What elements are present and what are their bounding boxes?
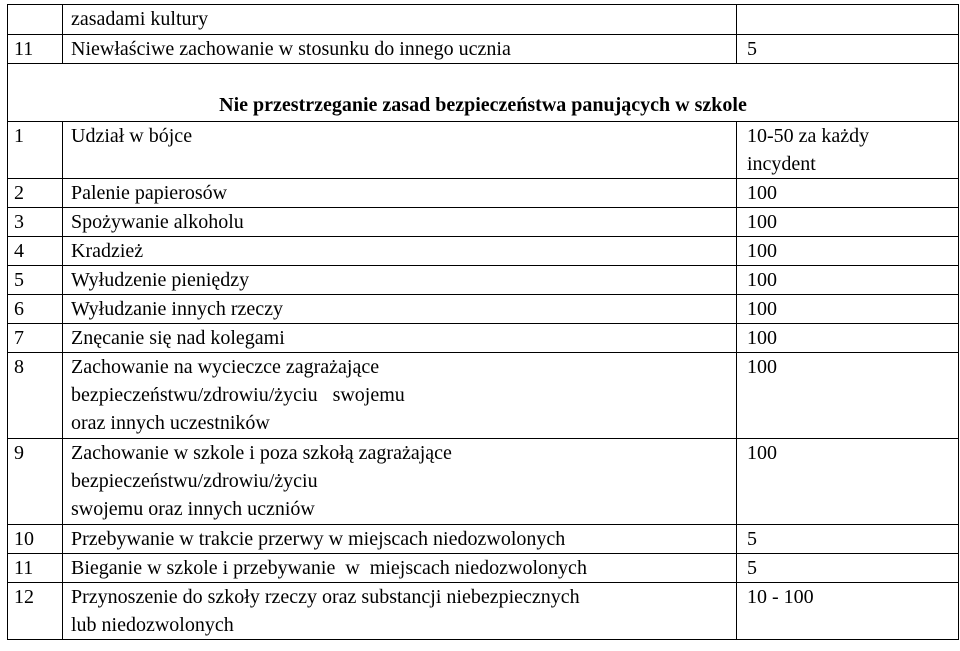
description-line: Przynoszenie do szkoły rzeczy oraz substancji niebezpiecznych: [71, 586, 580, 608]
row-points: 100: [737, 295, 959, 324]
table-row: [8, 353, 959, 439]
description-line: bezpieczeństwu/zdrowiu/życiu: [71, 470, 318, 492]
table-row: [8, 439, 959, 525]
row-points: 10-50 za każdy incydent: [737, 122, 959, 179]
description-line: lub niedozwolonych: [71, 614, 234, 636]
row-points: 10 - 100: [737, 583, 959, 640]
row-number: 6: [8, 295, 63, 324]
row-description: Wyłudzenie pieniędzy: [63, 266, 737, 295]
row-points: 100: [737, 208, 959, 237]
row-description: Udział w bójce: [63, 122, 737, 179]
row-points: 100: [737, 439, 959, 525]
row-description: Palenie papierosów: [63, 179, 737, 208]
table-row: [8, 295, 959, 324]
row-points: [737, 5, 959, 35]
row-number: 11: [8, 554, 63, 583]
row-points: 100: [737, 237, 959, 266]
table-row: [8, 525, 959, 554]
row-points: 5: [737, 525, 959, 554]
table-row: [8, 122, 959, 179]
table-row: [8, 5, 959, 35]
row-points: 100: [737, 353, 959, 439]
section-title: Nie przestrzeganie zasad bezpieczeństwa panujących w szkole: [8, 64, 959, 122]
table-row: [8, 554, 959, 583]
row-description: Bieganie w szkole i przebywanie w miejscach niedozwolonych: [63, 554, 737, 583]
row-description: Znęcanie się nad kolegami: [63, 324, 737, 353]
row-description: [63, 583, 737, 640]
row-number: 9: [8, 439, 63, 525]
description-line: oraz innych uczestników: [71, 412, 270, 434]
row-number: 8: [8, 353, 63, 439]
row-points: 5: [737, 35, 959, 64]
row-number: 7: [8, 324, 63, 353]
penalty-table: [7, 4, 959, 640]
description-line: Zachowanie na wycieczce zagrażające: [71, 356, 380, 378]
row-points: 100: [737, 324, 959, 353]
row-points: 100: [737, 179, 959, 208]
table-row: [8, 35, 959, 64]
table-row: [8, 324, 959, 353]
row-description: zasadami kultury: [63, 5, 737, 35]
row-number: 5: [8, 266, 63, 295]
description-line: Zachowanie w szkole i poza szkołą zagrażające: [71, 442, 452, 464]
row-number: 4: [8, 237, 63, 266]
table-row: [8, 266, 959, 295]
row-number: 1: [8, 122, 63, 179]
row-number: 2: [8, 179, 63, 208]
row-description: Kradzież: [63, 237, 737, 266]
table-row: [8, 237, 959, 266]
section-header-row: [8, 64, 959, 122]
row-description: [63, 353, 737, 439]
table-row: [8, 208, 959, 237]
row-description: Niewłaściwe zachowanie w stosunku do innego ucznia: [63, 35, 737, 64]
row-description: [63, 439, 737, 525]
row-number: 11: [8, 35, 63, 64]
row-description: Przebywanie w trakcie przerwy w miejscach niedozwolonych: [63, 525, 737, 554]
row-number: 10: [8, 525, 63, 554]
table-row: [8, 583, 959, 640]
row-number: 3: [8, 208, 63, 237]
row-number: 12: [8, 583, 63, 640]
row-points: 100: [737, 266, 959, 295]
row-description: Spożywanie alkoholu: [63, 208, 737, 237]
row-number: [8, 5, 63, 35]
row-points: 5: [737, 554, 959, 583]
row-description: Wyłudzanie innych rzeczy: [63, 295, 737, 324]
description-line: bezpieczeństwu/zdrowiu/życiu swojemu: [71, 384, 405, 406]
description-line: swojemu oraz innych uczniów: [71, 498, 315, 520]
table-row: [8, 179, 959, 208]
